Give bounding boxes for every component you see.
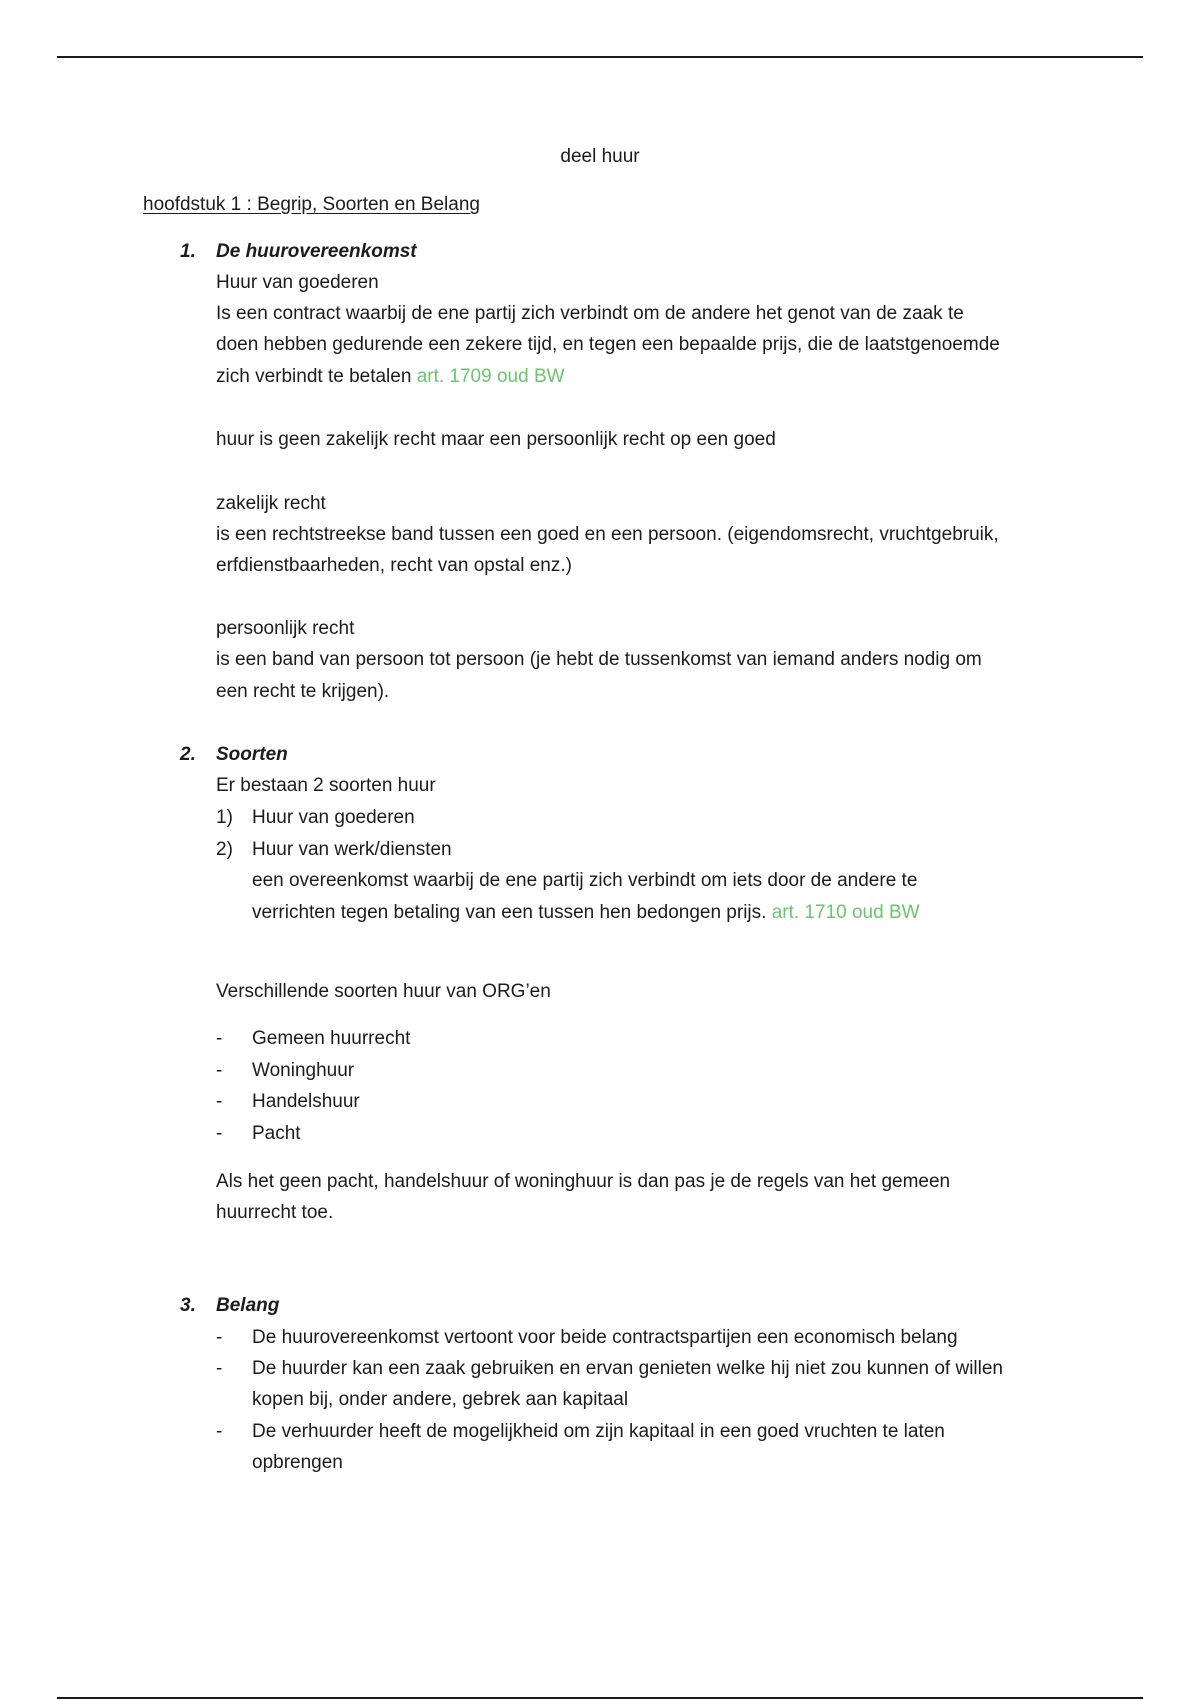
persoonlijk-recht-title: persoonlijk recht bbox=[216, 618, 355, 639]
section1-statement: huur is geen zakelijk recht maar een persoonlijk recht op een goed bbox=[216, 429, 776, 450]
section2-number: 2. bbox=[180, 744, 196, 765]
org-item-2: Woninghuur bbox=[252, 1060, 355, 1081]
org-intro: Verschillende soorten huur van ORG’en bbox=[216, 981, 551, 1002]
belang-bullet-2-line2: kopen bij, onder andere, gebrek aan kapitaal bbox=[252, 1389, 629, 1410]
dash-marker: - bbox=[216, 1358, 223, 1379]
dash-marker: - bbox=[216, 1123, 223, 1144]
article-reference: art. 1710 oud BW bbox=[771, 902, 920, 923]
zakelijk-recht-title: zakelijk recht bbox=[216, 493, 326, 514]
dash-marker: - bbox=[216, 1421, 223, 1442]
section3-title: Belang bbox=[216, 1295, 280, 1316]
list-item-2: Huur van werk/diensten bbox=[252, 839, 452, 860]
zakelijk-recht-line2: erfdienstbaarheden, recht van opstal enz.) bbox=[216, 555, 572, 576]
list-item-2-line2 bbox=[252, 901, 920, 925]
section1-def-text: zich verbindt te betalen bbox=[216, 366, 417, 387]
conclusion-line1: Als het geen pacht, handelshuur of woninghuur is dan pas je de regels van het gemeen bbox=[216, 1171, 951, 1192]
bottom-rule bbox=[57, 1697, 1143, 1699]
belang-bullet-2-line1: De huurder kan een zaak gebruiken en ervan genieten welke hij niet zou kunnen of willen bbox=[252, 1358, 1003, 1379]
document-title: deel huur bbox=[560, 146, 640, 167]
persoonlijk-recht-line2: een recht te krijgen). bbox=[216, 681, 390, 702]
org-item-4: Pacht bbox=[252, 1123, 301, 1144]
section1-title: De huurovereenkomst bbox=[216, 241, 417, 262]
conclusion-line2: huurrecht toe. bbox=[216, 1202, 334, 1223]
org-item-1: Gemeen huurrecht bbox=[252, 1028, 411, 1049]
list-item-2-text: verrichten tegen betaling van een tussen hen bedongen prijs. bbox=[252, 902, 772, 923]
section1-subtitle: Huur van goederen bbox=[216, 272, 379, 293]
section2-title: Soorten bbox=[216, 744, 288, 765]
list-marker-2: 2) bbox=[216, 839, 233, 860]
dash-marker: - bbox=[216, 1091, 223, 1112]
list-item-2-line1: een overeenkomst waarbij de ene partij zich verbindt om iets door de andere te bbox=[252, 870, 918, 891]
belang-bullet-3-line2: opbrengen bbox=[252, 1452, 343, 1473]
section1-def-line2: doen hebben gedurende een zekere tijd, en tegen een bepaalde prijs, die de laatstgenoemde bbox=[216, 334, 1000, 355]
dash-marker: - bbox=[216, 1028, 223, 1049]
list-item-1: Huur van goederen bbox=[252, 807, 415, 828]
belang-bullet-1: De huurovereenkomst vertoont voor beide contractspartijen een economisch belang bbox=[252, 1327, 958, 1348]
section1-number: 1. bbox=[180, 241, 196, 262]
section3-number: 3. bbox=[180, 1295, 196, 1316]
list-marker-1: 1) bbox=[216, 807, 233, 828]
belang-bullet-3-line1: De verhuurder heeft de mogelijkheid om zijn kapitaal in een goed vruchten te laten bbox=[252, 1421, 945, 1442]
org-item-3: Handelshuur bbox=[252, 1091, 360, 1112]
top-rule bbox=[57, 56, 1143, 58]
zakelijk-recht-line1: is een rechtstreekse band tussen een goed en een persoon. (eigendomsrecht, vruchtgebruik, bbox=[216, 524, 999, 545]
section2-intro: Er bestaan 2 soorten huur bbox=[216, 775, 436, 796]
dash-marker: - bbox=[216, 1060, 223, 1081]
section1-def-line1: Is een contract waarbij de ene partij zich verbindt om de andere het genot van de zaak te bbox=[216, 303, 964, 324]
chapter-heading: hoofdstuk 1 : Begrip, Soorten en Belang bbox=[143, 194, 480, 215]
dash-marker: - bbox=[216, 1327, 223, 1348]
section1-def-line3 bbox=[216, 365, 565, 389]
persoonlijk-recht-line1: is een band van persoon tot persoon (je hebt de tussenkomst van iemand anders nodig om bbox=[216, 649, 982, 670]
article-reference: art. 1709 oud BW bbox=[416, 366, 565, 387]
